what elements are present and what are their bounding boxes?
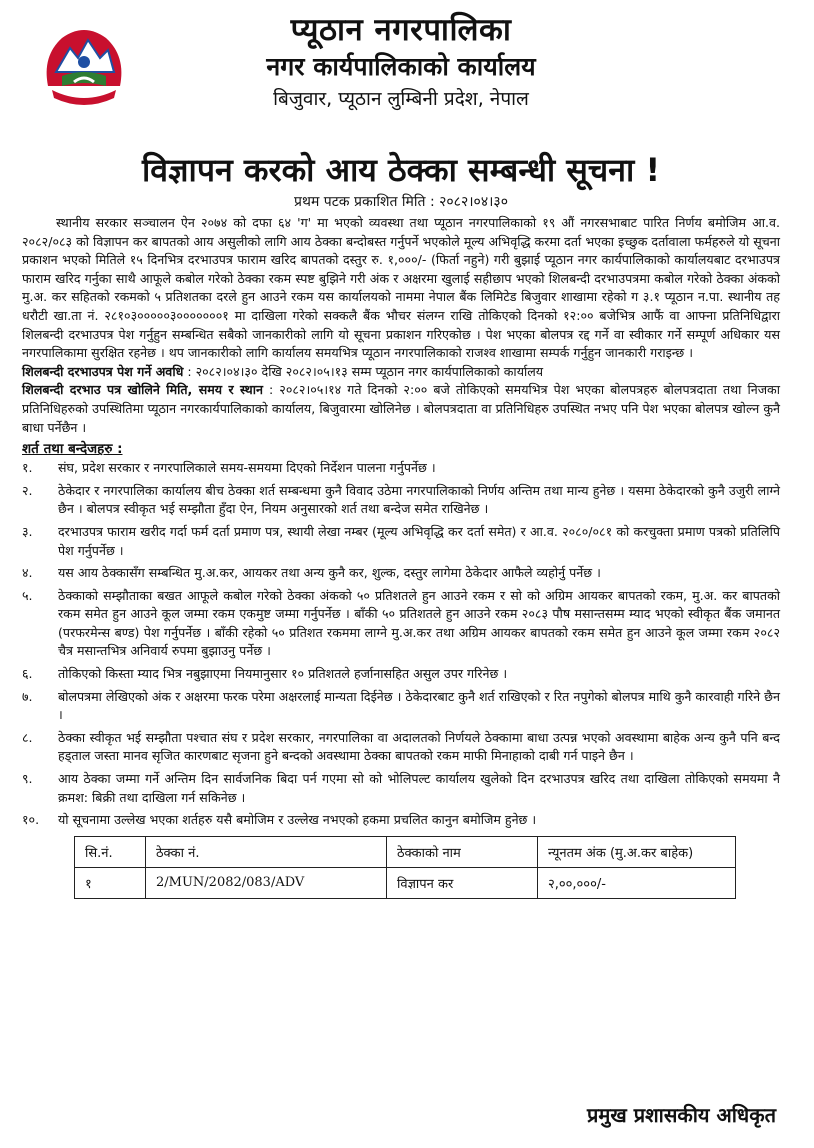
signatory-title: प्रमुख प्रशासकीय अधिकृत: [587, 1103, 776, 1127]
condition-text: दरभाउपत्र फाराम खरीद गर्दा फर्म दर्ता प्रमाण पत्र, स्थायी लेखा नम्बर (मूल्य अभिवृद्धि कर दर्ता समेत) र आ.व. २०८०/०८१ को करचुक्ता प्रमाण पत्रको प्रतिलिपि पेश गर्नुपर्नेछ ।: [58, 523, 780, 558]
col-header-serial: सि.नं.: [75, 836, 146, 867]
table-row: [75, 867, 736, 898]
condition-item: [22, 729, 780, 766]
col-header-contract-no: ठेक्का नं.: [146, 836, 387, 867]
office-address: बिजुवार, प्यूठान लुम्बिनी प्रदेश, नेपाल: [273, 88, 529, 110]
condition-item: [22, 665, 780, 684]
notice-body-paragraph: स्थानीय सरकार सञ्चालन ऐन २०७४ को दफा ६४ 'ग' मा भएको व्यवस्था तथा प्यूठान नगरपालिकाको १९ औं नगरसभाबाट पारित निर्णय बमोजिम आ.व. २०८२/०८३ को विज्ञापन कर बापतको आय असुलीको लागि आय ठेक्का बन्दोबस्त गर्नुपर्ने भएकोले मूल्य अभिवृद्धि करमा दर्ता भएका इच्छुक दर्तावाला फर्महरुले यो सूचना प्रकाशन भएको मितिले १५ दिनभित्र दरभाउपत्र फाराम खरिद बापतको दस्तुर रु. १,०००/- (फिर्ता नहुने) गरी बुझाई प्यूठान नगर कार्यपालिकाको कार्यालयबाट दरभाउपत्र फाराम खरिद गर्नुका साथै आफूले कबोल गरेको ठेक्का रकम स्पष्ट बुझिने गरी अंक र अक्षरमा खुलाई सहीछाप भएको शिलबन्दी दरभाउपत्रमा कबोल गरेको ठेक्का अंकको मु.अ. कर सहितको रकमको ५ प्रतिशतका दरले हुन आउने रकम यस कार्यालयको नाममा नेपाल बैंक लिमिटेड बिजुवार शाखामा रहेको ग ३.१ प्यूठान न.पा. स्थानीय तह धरौटी खा.ता नं. २८१०३०००००३०००००००१ मा दाखिला गरेको सक्कलै बैंक भौचर संलग्न राखि तोकिएको दिनको १२:०० बजेभित्र आफैं वा आफ्ना प्रतिनिधिद्वारा शिलबन्दी दरभाउपत्र पेश गर्नुहुन सम्बन्धित सबैको जानकारीको लागि यो सूचना प्रकाशन गरिएकोछ । पेश भएका बोलपत्र रद्द गर्ने वा स्वीकार गर्ने सम्पूर्ण अधिकार यस नगरपालिकामा सुरक्षित रहनेछ । थप जानकारीको लागि कार्यालय समयभित्र प्यूठान नगरपालिकाको राजश्व शाखामा सम्पर्क गर्नुहुन जानकारी गराइन्छ ।: [22, 215, 780, 361]
condition-text: ठेक्का स्वीकृत भई सम्झौता पश्चात संघ र प्रदेश सरकार, नगरपालिका वा अदालतको निर्णयले ठेक्कामा बाधा उत्पन्न भएको अवस्थामा बाहेक अन्य कुनै पनि बन्द हड्ताल जस्ता मानव सृजित कारणबाट सृजना हुने बन्दको अवस्थामा ठेक्का बापतको रकम माफी मिनाहाको दाबी गर्न पाइने छैन ।: [58, 729, 780, 764]
conditions-list: [22, 459, 780, 830]
cell-contract-name: विज्ञापन कर: [387, 867, 538, 898]
publish-date: प्रथम पटक प्रकाशित मिति : २०८२।०४।३०: [294, 194, 508, 210]
col-header-minimum-amount: न्यूनतम अंक (मु.अ.कर बाहेक): [538, 836, 736, 867]
nepal-government-emblem-icon: [34, 16, 134, 116]
condition-text: ठेकेदार र नगरपालिका कार्यालय बीच ठेक्का शर्त सम्बन्धमा कुनै विवाद उठेमा नगरपालिकाको निर्णय अन्तिम तथा मान्य हुनेछ । यसमा ठेकेदारको कुनै उजुरी लाग्ने छैन । बोलपत्र स्वीकृत भई सम्झौता हुँदा ऐन, नियम अनुसारको शर्त तथा बन्देज समेत राखिनेछ ।: [58, 482, 780, 517]
cell-minimum-amount: २,००,०००/-: [538, 867, 736, 898]
cell-contract-no: 2/MUN/2082/083/ADV: [146, 867, 387, 898]
table-header-row: [75, 836, 736, 867]
opening-info-line: [22, 381, 780, 437]
col-header-contract-name: ठेक्काको नाम: [387, 836, 538, 867]
condition-text: यो सूचनामा उल्लेख भएका शर्तहरु यसै बमोजिम र उल्लेख नभएको हकमा प्रचलित कानुन बमोजिम हुनेछ ।: [58, 812, 537, 828]
condition-item: [22, 587, 780, 661]
condition-item: [22, 482, 780, 519]
condition-number: ८.: [22, 729, 33, 745]
condition-text: आय ठेक्का जम्मा गर्ने अन्तिम दिन सार्वजनिक बिदा पर्न गएमा सो को भोलिपल्ट कार्यालय खुलेको दिन दरभाउपत्र खरिद तथा दाखिला तोकिएको समयमा नै क्रमश: बिक्री तथा दाखिला गर्न सकिनेछ ।: [58, 771, 780, 805]
condition-text: ठेक्काको सम्झौताका बखत आफूले कबोल गरेको ठेक्का अंकको ५० प्रतिशतले हुन आउने रकम र सो को अग्रिम आयकर बापतको रकम, मु.अ. कर बापतको रकम समेत हुन आउने कूल जम्मा रकम एकमुष्ट जम्मा गर्नुपर्नेछ । बाँकी ५० प्रतिशतले हुन आउने रकम २०८३ पौष मसान्तसम्म म्याद भएको स्वीकृत बैंक जमानत (परफरमेन्स बण्ड) पेश गर्नुपर्नेछ । बाँकी रहेको ५० प्रतिशत रकममा लाग्ने मु.अ.कर तथा अग्रिम आयकर बापतको रकम समेत हुन आउने कूल जम्मा रकम २०८२ चैत्र मसान्तभित्र अनिवार्य रुपमा बुझाउनु पर्नेछ ।: [58, 587, 780, 659]
condition-number: ४.: [22, 565, 33, 581]
condition-number: ९.: [22, 771, 33, 787]
condition-number: ६.: [22, 666, 33, 682]
condition-number: ३.: [22, 523, 33, 539]
office-name: नगर कार्यपालिकाको कार्यालय: [266, 52, 536, 81]
cell-serial: १: [75, 867, 146, 898]
letterhead: [22, 10, 780, 148]
condition-text: तोकिएको किस्ता म्याद भित्र नबुझाएमा नियमानुसार १० प्रतिशतले हर्जानासहित असुल उपर गरिनेछ ।: [58, 666, 508, 682]
condition-item: [22, 459, 780, 478]
condition-item: [22, 688, 780, 725]
condition-number: १०.: [22, 812, 40, 828]
condition-text: यस आय ठेक्कासँग सम्बन्धित मु.अ.कर, आयकर तथा अन्य कुनै कर, शुल्क, दस्तुर लागेमा ठेकेदार आफैले व्यहोर्नु पर्नेछ ।: [58, 565, 601, 581]
condition-number: २.: [22, 482, 33, 498]
municipality-name: प्यूठान नगरपालिका: [290, 12, 512, 48]
condition-number: ७.: [22, 688, 33, 704]
submission-deadline-label: शिलबन्दी दरभाउपत्र पेश गर्ने अवधि: [22, 363, 184, 379]
condition-item: [22, 564, 780, 583]
opening-info-value: : २०८२।०५।१४ गते दिनको २:०० बजे तोकिएको समयभित्र पेश भएका बोलपत्रहरु बोलपत्रदाता तथा निजका प्रतिनिधिहरुको उपस्थितिमा प्यूठान नगरकार्यपालिकाको कार्यालय, बिजुवारमा खोलिनेछ । बोलपत्रदाता वा प्रतिनिधिहरु उपस्थित नभए पनि पेश भएका बोलपत्र खोल्न कुनै बाधा पर्नेछैन ।: [22, 382, 780, 435]
condition-number: ५.: [22, 587, 33, 603]
condition-text: बोलपत्रमा लेखिएको अंक र अक्षरमा फरक परेमा अक्षरलाई मान्यता दिईनेछ । ठेकेदारबाट कुनै शर्त राखिएको र रित नपुगेको बोलपत्र माथि कुनै कारवाही गरिने छैन ।: [58, 688, 780, 723]
conditions-heading: शर्त तथा बन्देजहरु :: [22, 441, 123, 458]
condition-text: संघ, प्रदेश सरकार र नगरपालिकाले समय-समयमा दिएको निर्देशन पालना गर्नुपर्नेछ ।: [58, 460, 436, 476]
condition-number: १.: [22, 460, 33, 476]
opening-info-label: शिलबन्दी दरभाउ पत्र खोलिने मिति, समय र स्थान: [22, 382, 263, 398]
condition-item: [22, 523, 780, 560]
tender-table: [74, 836, 736, 899]
condition-item: [22, 811, 780, 830]
condition-item: [22, 770, 780, 807]
submission-deadline-value: : २०८२।०४।३० देखि २०८२।०५।१३ सम्म प्यूठान नगर कार्यपालिकाको कार्यालय: [187, 363, 544, 379]
notice-title: विज्ञापन करको आय ठेक्का सम्बन्धी सूचना !: [141, 151, 661, 189]
submission-deadline-line: [22, 363, 780, 382]
